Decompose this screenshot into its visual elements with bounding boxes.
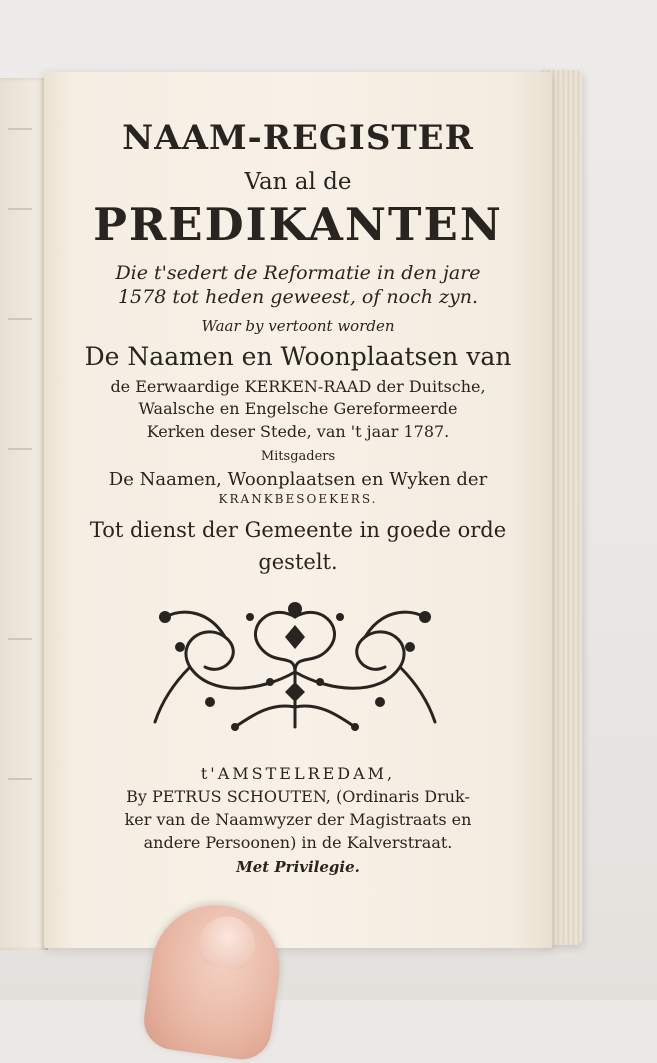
body-line-7: KRANKBESOEKERS. (218, 492, 378, 506)
subtitle-line-3: Waar by vertoont worden (201, 317, 395, 335)
body-line-1: De Naamen en Woonplaatsen van (84, 342, 512, 371)
left-facing-page (0, 78, 48, 950)
title-page (44, 72, 552, 948)
body-line-9: gestelt. (258, 550, 338, 574)
title-line-2: Van al de (244, 169, 352, 195)
imprint-line-2: ker van de Naamwyzer der Magistraats en (124, 810, 472, 829)
body-line-5: Mitsgaders (260, 449, 336, 464)
floral-ornament-icon (150, 597, 440, 737)
title-line-3: PREDIKANTEN (93, 198, 503, 251)
imprint-city: t'AMSTELREDAM, (200, 764, 396, 783)
title-line-1: NAAM-REGISTER (122, 118, 474, 158)
imprint-line-3: andere Persoonen) in de Kalverstraat. (143, 833, 453, 852)
subtitle-line-2: 1578 tot heden geweest, of noch zyn. (117, 286, 479, 308)
imprint-line-1: By PETRUS SCHOUTEN, (Ordinaris Druk- (126, 787, 470, 806)
body-line-4: Kerken deser Stede, van 't jaar 1787. (146, 422, 450, 441)
fingernail (196, 913, 259, 972)
subtitle-line-1: Die t'sedert de Reformatie in den jare (115, 262, 481, 284)
body-line-6: De Naamen, Woonplaatsen en Wyken der (108, 469, 488, 490)
imprint-privilege: Met Privilegie. (236, 858, 360, 876)
body-line-2: de Eerwaardige KERKEN-RAAD der Duitsche, (110, 377, 486, 396)
body-line-8: Tot dienst der Gemeente in goede orde (89, 518, 507, 542)
body-line-3: Waalsche en Engelsche Gereformeerde (138, 399, 458, 418)
